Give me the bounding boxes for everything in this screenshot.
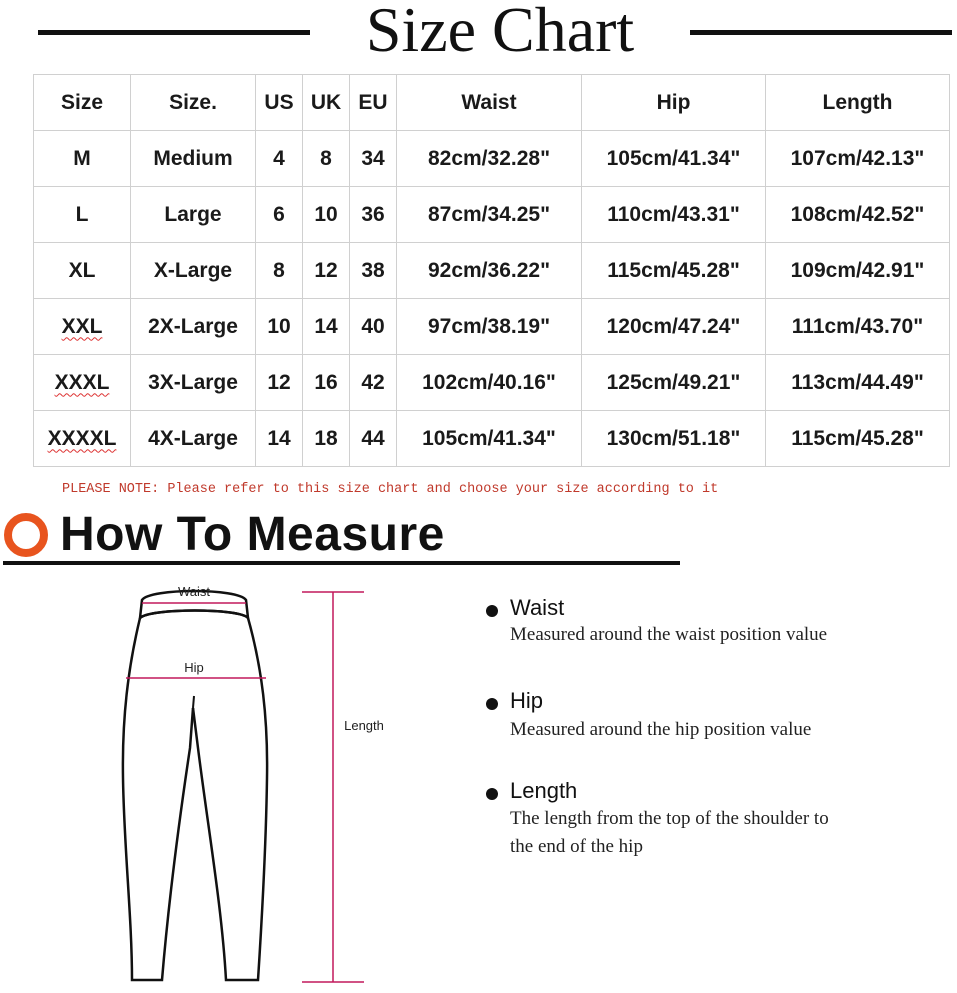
title-rule-left	[38, 30, 310, 35]
legend-desc-hip: Measured around the hip position value	[510, 719, 812, 740]
col-header-length: Length	[766, 75, 950, 131]
cell-uk: 8	[303, 131, 350, 187]
cell-eu: 34	[350, 131, 397, 187]
cell-us: 6	[256, 187, 303, 243]
col-header-eu: EU	[350, 75, 397, 131]
diagram-label-waist: Waist	[177, 584, 211, 599]
how-to-measure-title: How To Measure	[60, 508, 445, 561]
diagram-label-hip: Hip	[184, 660, 204, 675]
cell-size: M	[34, 131, 131, 187]
col-header-us: US	[256, 75, 303, 131]
size-note: PLEASE NOTE: Please refer to this size chart and choose your size according to it	[62, 482, 719, 497]
col-header-size-name: Size.	[131, 75, 256, 131]
cell-size-name: 4X-Large	[131, 411, 256, 467]
cell-length: 113cm/44.49"	[766, 355, 950, 411]
cell-us: 12	[256, 355, 303, 411]
table-row	[34, 131, 950, 187]
legend-head-waist: Waist	[510, 595, 565, 620]
size-table	[33, 74, 950, 467]
cell-size	[34, 411, 131, 467]
cell-us: 8	[256, 243, 303, 299]
table-row	[34, 187, 950, 243]
cell-eu: 40	[350, 299, 397, 355]
how-to-measure-header	[0, 504, 957, 570]
cell-us: 10	[256, 299, 303, 355]
cell-size: L	[34, 187, 131, 243]
cell-us: 4	[256, 131, 303, 187]
cell-hip: 115cm/45.28"	[582, 243, 766, 299]
cell-uk: 12	[303, 243, 350, 299]
cell-hip: 110cm/43.31"	[582, 187, 766, 243]
legend-desc-length-1: The length from the top of the shoulder to	[510, 808, 829, 829]
cell-uk: 18	[303, 411, 350, 467]
cell-waist: 97cm/38.19"	[397, 299, 582, 355]
cell-size-name: Medium	[131, 131, 256, 187]
cell-uk: 16	[303, 355, 350, 411]
table-row	[34, 243, 950, 299]
cell-uk: 10	[303, 187, 350, 243]
ring-icon	[4, 513, 48, 557]
cell-length: 108cm/42.52"	[766, 187, 950, 243]
cell-waist: 105cm/41.34"	[397, 411, 582, 467]
cell-hip: 125cm/49.21"	[582, 355, 766, 411]
col-header-waist: Waist	[397, 75, 582, 131]
cell-eu: 36	[350, 187, 397, 243]
page-title: Size Chart	[365, 0, 635, 65]
cell-hip: 105cm/41.34"	[582, 131, 766, 187]
cell-eu: 44	[350, 411, 397, 467]
cell-size-text: XXXXL	[47, 426, 117, 450]
cell-size-name: Large	[131, 187, 256, 243]
how-to-measure-rule	[3, 561, 680, 565]
cell-length: 111cm/43.70"	[766, 299, 950, 355]
cell-size	[34, 299, 131, 355]
bullet-icon	[486, 698, 498, 710]
cell-size-name: 3X-Large	[131, 355, 256, 411]
pants-diagram	[0, 578, 470, 993]
col-header-size: Size	[34, 75, 131, 131]
cell-size-name: X-Large	[131, 243, 256, 299]
legend-head-length: Length	[510, 778, 578, 803]
cell-size-text: XXL	[61, 314, 103, 338]
table-header-row	[34, 75, 950, 131]
size-chart-header	[0, 0, 957, 66]
cell-size: XL	[34, 243, 131, 299]
cell-hip: 130cm/51.18"	[582, 411, 766, 467]
col-header-uk: UK	[303, 75, 350, 131]
legend-desc-waist: Measured around the waist position value	[510, 624, 828, 645]
bullet-icon	[486, 788, 498, 800]
col-header-hip: Hip	[582, 75, 766, 131]
cell-hip: 120cm/47.24"	[582, 299, 766, 355]
cell-length: 115cm/45.28"	[766, 411, 950, 467]
diagram-label-length: Length	[344, 718, 384, 733]
cell-size-text: XXXL	[54, 370, 110, 394]
legend-desc-length-2: the end of the hip	[510, 836, 643, 857]
cell-waist: 87cm/34.25"	[397, 187, 582, 243]
bullet-icon	[486, 605, 498, 617]
cell-eu: 42	[350, 355, 397, 411]
cell-size-name: 2X-Large	[131, 299, 256, 355]
cell-waist: 82cm/32.28"	[397, 131, 582, 187]
pants-icon	[123, 591, 267, 980]
cell-uk: 14	[303, 299, 350, 355]
table-row	[34, 299, 950, 355]
cell-waist: 92cm/36.22"	[397, 243, 582, 299]
table-row	[34, 355, 950, 411]
table-row	[34, 411, 950, 467]
cell-length: 107cm/42.13"	[766, 131, 950, 187]
legend-head-hip: Hip	[510, 688, 544, 713]
cell-eu: 38	[350, 243, 397, 299]
title-rule-right	[690, 30, 952, 35]
cell-us: 14	[256, 411, 303, 467]
cell-waist: 102cm/40.16"	[397, 355, 582, 411]
cell-length: 109cm/42.91"	[766, 243, 950, 299]
cell-size	[34, 355, 131, 411]
